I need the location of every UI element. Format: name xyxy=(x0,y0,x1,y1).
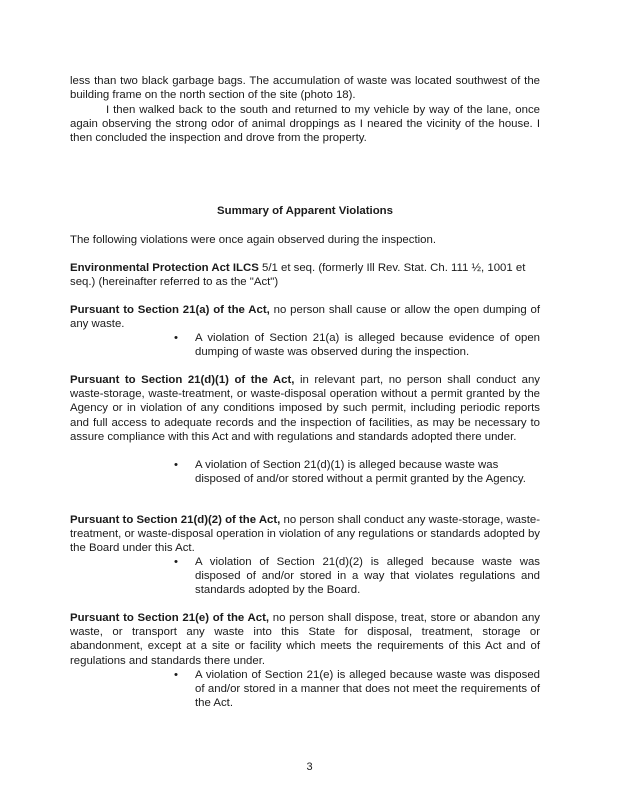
section-21d1-bullet: • xyxy=(174,459,178,471)
section-21d1-text: in relevant part, no person shall conduct any waste-storage, waste-treatment, or waste-disposal operation without a permit granted by the Agency or in violation of any conditions imposed by such permit, including periodic reports and full access to adequate records and the inspection of facilities, as may be necessary to assure compliance with this Act and with regulations and standards adopted there under. xyxy=(70,374,540,443)
section-21a-text: no person shall cause or allow the open dumping of any waste. xyxy=(70,304,540,331)
intro-paragraph: The following violations were once again observed during the inspection. xyxy=(70,234,436,246)
act-name: Environmental Protection Act ILCS xyxy=(70,262,259,274)
section-21a-violation: A violation of Section 21(a) is alleged because evidence of open dumping of waste was observed during the inspection. xyxy=(195,332,540,359)
section-21e-paragraph xyxy=(70,611,540,668)
section-21a-heading: Pursuant to Section 21(a) of the Act, xyxy=(70,304,270,316)
act-paragraph xyxy=(70,261,540,289)
continuation-paragraph: less than two black garbage bags. The accumulation of waste was located southwest of the building frame on the north section of the site (photo 18). xyxy=(70,75,540,102)
section-21d2-text: no person shall conduct any waste-storage, waste-treatment, or waste-disposal operation in violation of any regulations or standards adopted by the Board under this Act. xyxy=(70,514,540,555)
section-21d2-violation: A violation of Section 21(d)(2) is alleged because waste was disposed of and/or stored in a way that violates regulations and standards adopted by the Board. xyxy=(195,556,540,597)
section-21d2-bullet: • xyxy=(174,556,178,568)
section-21e-heading: Pursuant to Section 21(e) of the Act, xyxy=(70,612,270,624)
summary-heading: Summary of Apparent Violations xyxy=(217,205,393,217)
section-21d2-heading: Pursuant to Section 21(d)(2) of the Act, xyxy=(70,514,281,526)
act-citation: 5/1 et seq. (formerly Ill Rev. Stat. Ch. 111 ½, 1001 et seq.) (hereinafter referred to as the "Act") xyxy=(70,262,526,289)
section-21e-bullet: • xyxy=(174,669,178,681)
section-21d1-heading: Pursuant to Section 21(d)(1) of the Act, xyxy=(70,374,295,386)
section-21d1-violation: A violation of Section 21(d)(1) is alleged because waste was disposed of and/or stored without a permit granted by the Agency. xyxy=(195,459,526,486)
section-21d1-paragraph xyxy=(70,373,540,444)
section-21e-violation: A violation of Section 21(e) is alleged because waste was disposed of and/or stored in a manner that does not meet the requirements of the Act. xyxy=(195,669,540,710)
section-21e-text: no person shall dispose, treat, store or abandon any waste, or transport any waste into this State for disposal, treatment, storage or abandonment, except at a site or facility which meets the requirements of this Act and of regulations and standards there under. xyxy=(70,612,540,667)
section-21a-bullet: • xyxy=(174,332,178,344)
walk-back-paragraph: I then walked back to the south and returned to my vehicle by way of the lane, once again observing the strong odor of animal droppings as I neared the vicinity of the house. I then concluded the inspection and drove from the property. xyxy=(70,104,540,145)
page-number: 3 xyxy=(306,761,313,773)
section-21d2-paragraph xyxy=(70,513,540,556)
section-21a-paragraph xyxy=(70,303,540,331)
